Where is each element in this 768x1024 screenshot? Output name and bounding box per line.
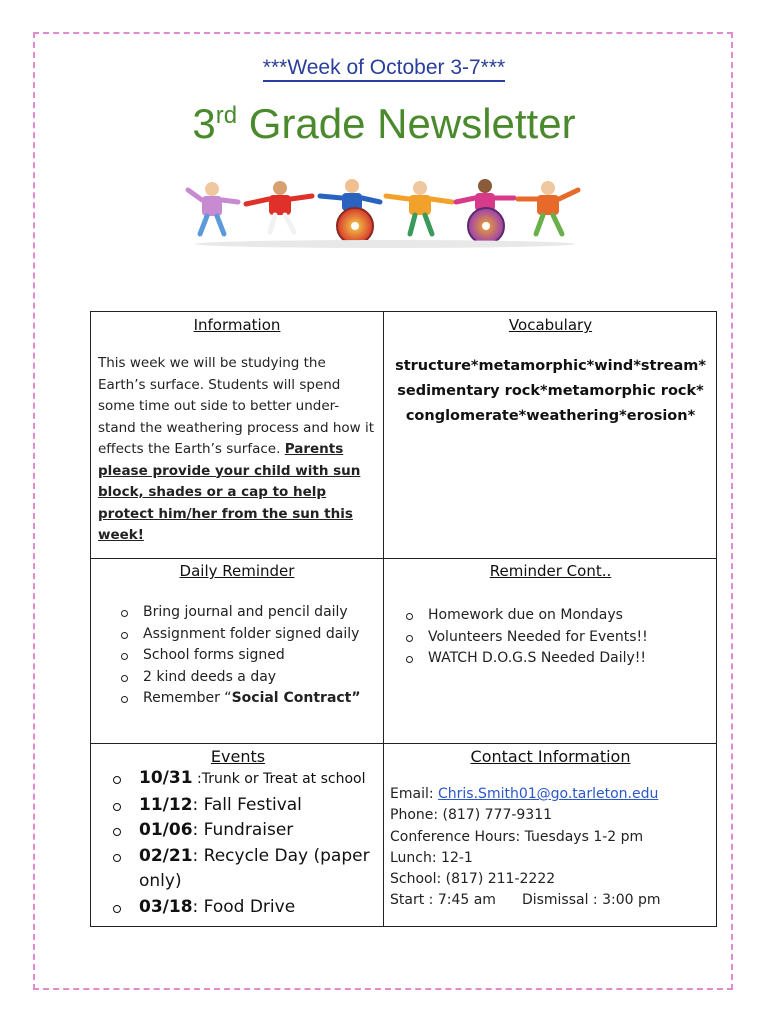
children-illustration <box>180 176 590 248</box>
email-label: Email: <box>390 786 439 802</box>
event-date: 01/06 <box>139 820 193 840</box>
event-item <box>101 766 375 793</box>
phone-line: Phone: (817) 777-9311 <box>390 807 553 824</box>
title-suffix: rd <box>215 102 238 129</box>
reminder-item: WATCH D.O.G.S Needed Daily!! <box>400 648 710 670</box>
event-date: 11/12 <box>139 794 193 815</box>
event-text: : Recycle Day (paper only) <box>139 845 370 891</box>
start-time: Start : 7:45 am <box>390 892 496 909</box>
event-text: :Trunk or Treat at school <box>192 771 366 787</box>
event-text: : Fundraiser <box>192 820 294 840</box>
vocabulary-words <box>388 354 713 429</box>
email-line <box>390 784 711 805</box>
reminder-suffix: ” <box>351 690 361 706</box>
contact-details <box>390 784 711 912</box>
conference-line: Conference Hours: Tuesdays 1-2 pm <box>390 828 644 845</box>
reminder-cont-cell <box>384 559 717 743</box>
vocabulary-line: structure*metamorphic*wind*stream* <box>395 358 706 374</box>
contact-heading: Contact Information <box>470 747 631 766</box>
newsletter-table <box>90 311 717 927</box>
kid-in-wheelchair <box>320 179 380 244</box>
events-list <box>101 766 375 920</box>
event-text: : Fall Festival <box>192 794 302 815</box>
reminder-item: Bring journal and pencil daily <box>115 602 376 624</box>
kid-figure <box>518 181 578 234</box>
information-text: This week we will be studying the Earth’s surface. Students will spend some time out side to better under-stand the weathering process and how it effects the Earth’s surface. <box>98 355 375 457</box>
reminder-item: School forms signed <box>115 645 376 667</box>
daily-reminder-list <box>115 602 376 710</box>
dismissal-time: Dismissal : 3:00 pm <box>521 892 661 909</box>
daily-reminder-heading: Daily Reminder <box>179 562 295 580</box>
event-date: 02/21 <box>139 845 193 866</box>
week-heading-text: ***Week of October 3-7*** <box>263 56 505 82</box>
vocabulary-heading: Vocabulary <box>508 316 593 334</box>
events-cell <box>91 744 383 927</box>
events-heading: Events <box>210 747 266 766</box>
email-link[interactable]: Chris.Smith01@go.tarleton.edu <box>438 786 659 802</box>
reminder-cont-list <box>400 605 710 670</box>
event-item <box>101 895 375 921</box>
social-contract-text: Social Contract <box>231 690 352 706</box>
contact-cell <box>384 744 717 927</box>
schedule-line <box>390 890 711 911</box>
information-body <box>98 353 376 547</box>
kid-figure <box>246 181 312 232</box>
information-heading: Information <box>193 316 281 334</box>
information-cell <box>91 312 383 558</box>
event-date: 03/18 <box>139 896 193 917</box>
event-text: : Food Drive <box>192 896 296 917</box>
school-line: School: (817) 211-2222 <box>390 871 556 888</box>
reminder-item <box>115 688 376 710</box>
newsletter-title <box>0 100 768 148</box>
kid-figure <box>188 182 238 234</box>
event-item <box>101 844 375 895</box>
week-heading <box>0 56 768 80</box>
event-date: 10/31 <box>139 768 193 788</box>
lunch-line: Lunch: 12-1 <box>390 849 473 866</box>
title-rest: Grade Newsletter <box>237 100 576 147</box>
sun-protection-notice: Parents please provide your child with sun block, shades or a cap to help protect him/her from the sun this week! <box>98 441 361 543</box>
event-item <box>101 793 375 819</box>
daily-reminder-cell <box>91 559 383 743</box>
reminder-item: Homework due on Mondays <box>400 605 710 627</box>
reminder-item: 2 kind deeds a day <box>115 667 376 689</box>
event-item <box>101 818 375 844</box>
vocabulary-line: sedimentary rock*metamorphic rock* <box>397 383 704 399</box>
reminder-cont-heading: Reminder Cont.. <box>489 562 612 580</box>
reminder-item: Volunteers Needed for Events!! <box>400 627 710 649</box>
vocabulary-line: conglomerate*weathering*erosion* <box>405 408 696 424</box>
reminder-prefix: Remember “ <box>143 690 232 706</box>
kid-in-wheelchair <box>456 179 514 244</box>
reminder-item: Assignment folder signed daily <box>115 624 376 646</box>
vocabulary-cell <box>384 312 717 558</box>
kid-figure <box>386 181 452 234</box>
title-ordinal: 3 <box>192 100 216 147</box>
